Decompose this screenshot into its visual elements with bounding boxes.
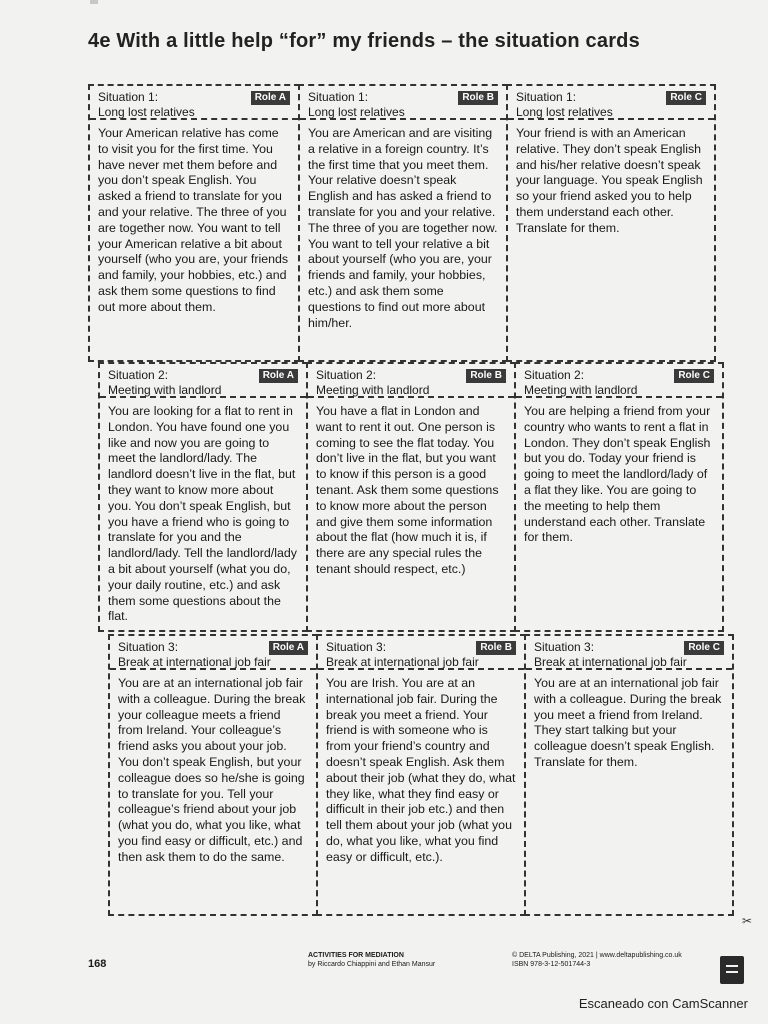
card-situation1-role-c — [506, 84, 716, 362]
role-badge: Role B — [458, 91, 498, 105]
card-header — [318, 636, 524, 670]
situation-topic: Long lost relatives — [308, 105, 405, 119]
card-text: You have a flat in London and want to rent it out. One person is coming to see the flat today. You don’t live in the flat, but you want to know if this person is a good tenant. Ask them some questions to know more about the person and give them some information about the flat (how much it is, if there are any special rules the tenant should respect, etc.) — [316, 404, 499, 576]
card-situation2-role-a — [98, 362, 308, 632]
role-badge: Role C — [674, 369, 714, 383]
footer-copyright — [512, 951, 682, 969]
card-text: You are at an international job fair with a colleague. During the break your colleague meets a friend from Ireland. Your colleague’s friend asks you about your job. You don’t speak English, but your colleague does so he/she is going to translate for you. Tell your colleague’s friend about your job (what you do, what you like, what you find easy or difficult, etc.) and then ask them to do the same. — [118, 676, 306, 864]
situation-topic: Break at international job fair — [118, 655, 271, 669]
card-text: You are American and are visiting a relative in a foreign country. It’s the first time that you meet them. Your relative doesn’t speak English and has asked a friend to translate for you and your relative. The three of you are together now. You want to tell your relative a bit about yourself (who you are, your friends and family, your hobbies, etc.) and ask them some questions to find out more about him/her. — [308, 126, 498, 330]
copyright-text: © DELTA Publishing, 2021 | www.deltapublishing.co.uk — [512, 952, 682, 959]
situation-topic: Meeting with landlord — [316, 383, 430, 397]
card-situation3-role-c — [524, 634, 734, 916]
card-header — [100, 364, 306, 398]
situation-label: Situation 1: — [516, 90, 577, 104]
role-badge: Role B — [476, 641, 516, 655]
situation-label: Situation 3: — [118, 640, 179, 654]
card-situation2-role-c — [514, 362, 724, 632]
card-situation3-role-a — [108, 634, 318, 916]
page-title: 4e With a little help “for” my friends – the situation cards — [88, 30, 640, 52]
situation-label: Situation 3: — [326, 640, 387, 654]
footer-book-info — [308, 951, 435, 969]
situation-label: Situation 2: — [108, 368, 169, 382]
situation-label: Situation 1: — [98, 90, 159, 104]
card-header — [110, 636, 316, 670]
card-situation2-role-b — [306, 362, 516, 632]
scanner-watermark: Escaneado con CamScanner — [578, 996, 748, 1011]
situation-topic: Break at international job fair — [326, 655, 479, 669]
situation-topic: Meeting with landlord — [524, 383, 638, 397]
card-header — [526, 636, 732, 670]
book-title: ACTIVITIES FOR MEDIATION — [308, 952, 404, 959]
role-badge: Role C — [666, 91, 706, 105]
publisher-logo-icon — [720, 956, 744, 984]
role-badge: Role A — [259, 369, 298, 383]
card-text: You are helping a friend from your country who wants to rent a flat in London. They don’t speak English but you do. Today your friend is going to meet the landlord/lady of a flat they like. You are going to the meeting to help them understand each other. Translate for them. — [524, 404, 711, 545]
situation-label: Situation 3: — [534, 640, 595, 654]
card-header — [90, 86, 298, 120]
role-badge: Role A — [251, 91, 290, 105]
card-text: You are looking for a flat to rent in London. You have found one you like and now you are going to meet the landlord/lady. The landlord doesn’t live in the flat, but they want to know more about you. You don’t speak English, but you have a friend who is going to translate for you and the landlord/lady. Tell the landlord/lady a bit about yourself (what you do, your daily routine, etc.) and ask them some questions about the flat. — [108, 404, 297, 624]
scissors-icon: ✂ — [742, 914, 753, 928]
card-header — [300, 86, 506, 120]
book-authors: by Riccardo Chiappini and Ethan Mansur — [308, 961, 436, 968]
role-badge: Role A — [269, 641, 308, 655]
card-text: You are at an international job fair with a colleague. During the break you meet a friend from Ireland. They start talking but your colleague doesn’t speak English. Translate for them. — [534, 676, 722, 769]
situation-topic: Long lost relatives — [98, 105, 195, 119]
page-number: 168 — [88, 958, 107, 970]
situation-label: Situation 2: — [524, 368, 585, 382]
card-header — [308, 364, 514, 398]
card-text: Your American relative has come to visit you for the first time. You have never met them before and you don’t speak English. You asked a friend to translate for you and your relative. The three of you are together now. You want to tell your American relative a bit about yourself (who you are, your friends and family, your hobbies, etc.) and ask them some questions to find out more about them. — [98, 126, 289, 314]
situation-topic: Meeting with landlord — [108, 383, 222, 397]
card-situation3-role-b — [316, 634, 526, 916]
card-text: Your friend is with an American relative. They don’t speak English and his/her relative doesn’t speak your language. You speak English so your friend asked you to help them understand each other. Translate for them. — [516, 126, 703, 235]
role-badge: Role B — [466, 369, 506, 383]
card-header — [516, 364, 722, 398]
situation-label: Situation 2: — [316, 368, 377, 382]
situation-topic: Long lost relatives — [516, 105, 613, 119]
card-text: You are Irish. You are at an international job fair. During the break you meet a friend. Your friend is with someone who is from your friend’s country and doesn’t speak English. Ask them about their job (what they do, what they like, what they find easy or difficult in their job etc.) and then tell them about your job (what you do, what you like, what you find easy or difficult, etc.). — [326, 676, 516, 864]
isbn-text: ISBN 978-3-12-501744-3 — [512, 961, 591, 968]
card-situation1-role-b — [298, 84, 508, 362]
situation-label: Situation 1: — [308, 90, 369, 104]
card-situation1-role-a — [88, 84, 300, 362]
scan-corner-mark — [90, 0, 98, 4]
situation-topic: Break at international job fair — [534, 655, 687, 669]
role-badge: Role C — [684, 641, 724, 655]
situation-cards-grid — [88, 84, 752, 918]
card-header — [508, 86, 714, 120]
